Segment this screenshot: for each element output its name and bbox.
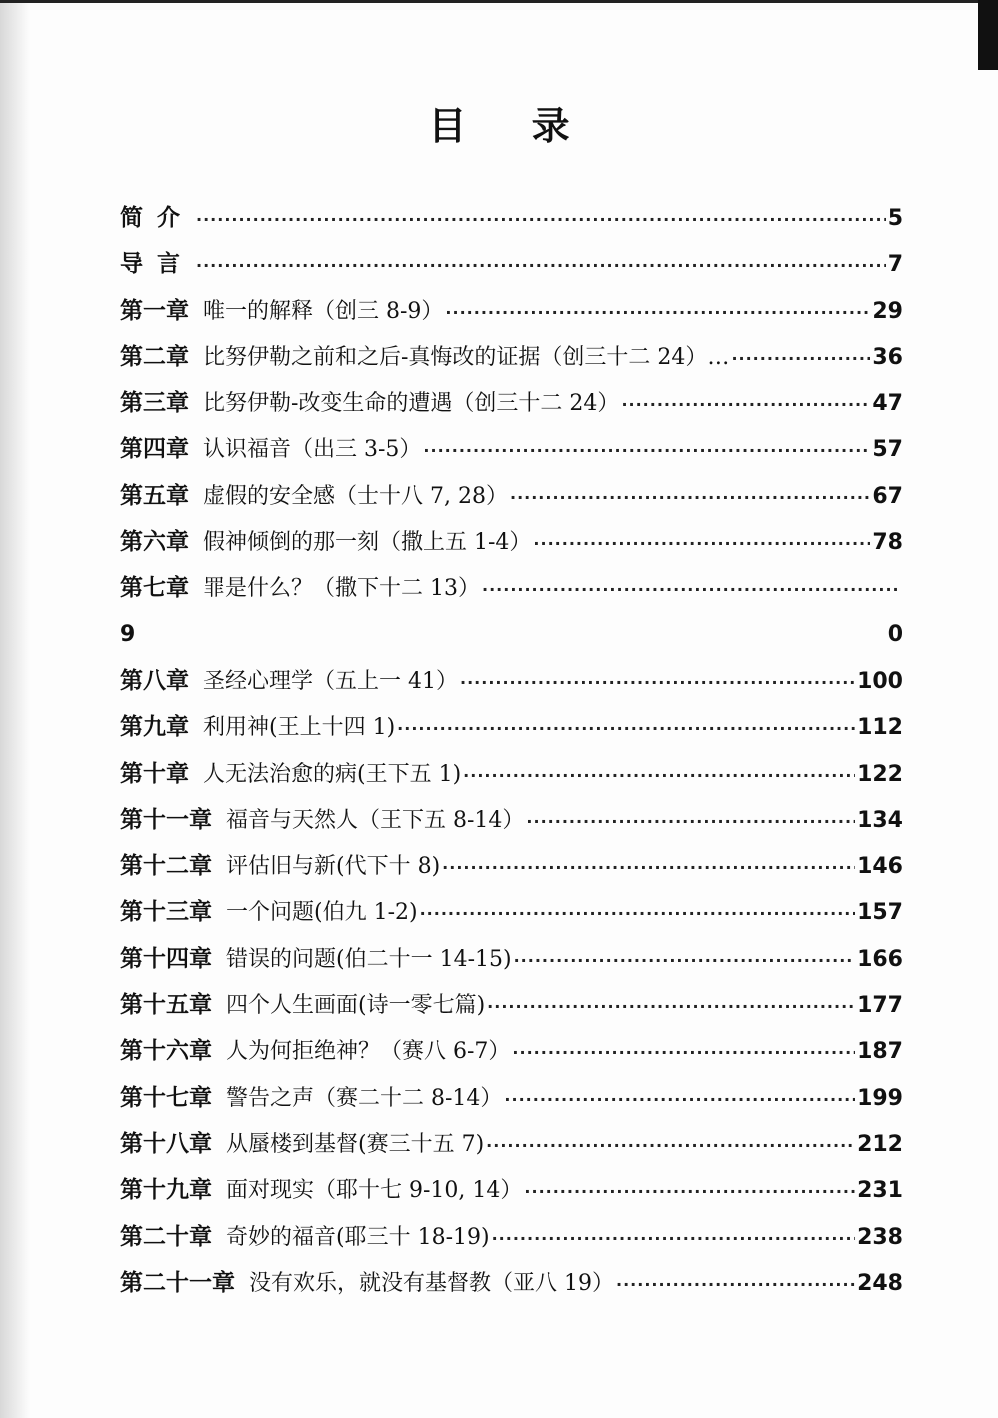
toc-entry (120, 751, 903, 797)
toc-entry (120, 1167, 903, 1213)
leader-dots (460, 660, 855, 706)
chapter-title: 认识福音（出三 3-5） (203, 437, 422, 463)
chapter-number: 第二章 (120, 343, 189, 370)
page-number: 5 (887, 206, 903, 231)
leader-dots (420, 891, 855, 937)
chapter-title: 从蜃楼到基督(赛三十五 7) (226, 1131, 485, 1157)
chapter-number: 第十六章 (120, 1038, 212, 1065)
page-number: 157 (857, 900, 903, 926)
chapter-number: 第九章 (120, 714, 189, 741)
toc-entry (120, 889, 903, 935)
page-number: 67 (872, 483, 903, 509)
split-page-right: 0 (887, 621, 903, 647)
page-number: 177 (857, 993, 903, 1019)
chapter-title: 利用神(王上十四 1) (203, 715, 396, 741)
leader-dots (731, 336, 870, 382)
page-number: 36 (872, 344, 903, 370)
leader-dots (397, 706, 855, 752)
split-page-number (120, 612, 903, 658)
leader-dots (504, 1077, 855, 1123)
chapter-number: 第十九章 (120, 1177, 212, 1204)
chapter-title: 四个人生画面(诗一零七篇) (226, 993, 486, 1019)
page-number: 212 (857, 1131, 903, 1157)
toc-entry (120, 797, 903, 843)
entry-label: 简介 (120, 205, 194, 231)
page-number: 78 (872, 530, 903, 556)
chapter-number: 第十一章 (120, 806, 212, 833)
chapter-number: 第六章 (120, 529, 189, 556)
toc-entry (120, 936, 903, 982)
chapter-title: 唯一的解释（创三 8-9） (203, 298, 444, 324)
leader-dots (196, 243, 886, 289)
chapter-number: 第一章 (120, 297, 189, 324)
leader-dots (445, 290, 870, 336)
leader-dots (510, 475, 870, 521)
chapter-number: 第十二章 (120, 853, 212, 880)
scan-edge-line (0, 0, 998, 3)
page-number: 134 (857, 807, 903, 833)
page-number: 166 (857, 946, 903, 972)
toc-entry (120, 1260, 903, 1306)
chapter-title: 奇妙的福音(耶三十 18-19) (226, 1224, 490, 1250)
chapter-title: 比努伊勒之前和之后-真悔改的证据（创三十二 24）… (203, 344, 730, 370)
leader-dots (196, 197, 886, 243)
toc-entry (120, 1075, 903, 1121)
page-number: 29 (872, 298, 903, 324)
toc-entry (120, 843, 903, 889)
chapter-title: 虚假的安全感（士十八 7, 28） (203, 483, 508, 509)
toc-entry (120, 426, 903, 472)
toc-entry (120, 1121, 903, 1167)
toc-entry-preface (120, 241, 903, 287)
leader-dots (621, 382, 870, 428)
chapter-number: 第十四章 (120, 945, 212, 972)
leader-dots (512, 1030, 855, 1076)
leader-dots (463, 753, 855, 799)
page-number: 57 (872, 437, 903, 463)
chapter-title: 警告之声（赛二十二 8-14） (226, 1085, 503, 1111)
chapter-title: 错误的问题(伯二十一 14-15) (226, 946, 512, 972)
page-number: 187 (857, 1039, 903, 1065)
page-number: 47 (872, 391, 903, 417)
page-number: 199 (857, 1085, 903, 1111)
chapter-number: 第十七章 (120, 1084, 212, 1111)
toc-entry (120, 380, 903, 426)
toc-entry (120, 288, 903, 334)
leader-dots (482, 567, 901, 613)
scan-shadow (0, 0, 30, 1418)
leader-dots (524, 1169, 855, 1215)
table-of-contents (120, 195, 903, 1306)
page-number: 122 (857, 761, 903, 787)
page-number: 231 (857, 1178, 903, 1204)
toc-entry (120, 473, 903, 519)
chapter-number: 第十五章 (120, 992, 212, 1019)
chapter-title: 一个问题(伯九 1-2) (226, 900, 418, 926)
page-number: 100 (857, 668, 903, 694)
page-number: 146 (857, 854, 903, 880)
chapter-number: 第二十章 (120, 1223, 212, 1250)
toc-entry (120, 334, 903, 380)
page-number: 248 (857, 1270, 903, 1296)
toc-entry (120, 658, 903, 704)
leader-dots (533, 521, 870, 567)
leader-dots (487, 984, 855, 1030)
leader-dots (616, 1262, 855, 1308)
chapter-number: 第八章 (120, 667, 189, 694)
page-number: 112 (857, 715, 903, 741)
toc-entry (120, 982, 903, 1028)
chapter-title: 圣经心理学（五上一 41） (203, 668, 458, 694)
chapter-number: 第四章 (120, 436, 189, 463)
split-page-left: 9 (120, 621, 136, 647)
entry-label: 导言 (120, 251, 194, 278)
leader-dots (526, 799, 855, 845)
chapter-number: 第十三章 (120, 899, 212, 926)
chapter-title: 假神倾倒的那一刻（撒上五 1-4） (203, 530, 532, 556)
chapter-title: 罪是什么？（撒下十二 13） (203, 576, 480, 602)
leader-dots (492, 1216, 855, 1262)
toc-entry (120, 519, 903, 565)
chapter-number: 第七章 (120, 575, 189, 602)
chapter-title: 人无法治愈的病(王下五 1) (203, 761, 462, 787)
toc-entry (120, 565, 903, 611)
chapter-number: 第三章 (120, 390, 189, 417)
chapter-number: 第十八章 (120, 1130, 212, 1157)
toc-entry (120, 1214, 903, 1260)
scan-edge-mark (978, 0, 998, 70)
leader-dots (442, 845, 855, 891)
toc-entry (120, 1028, 903, 1074)
chapter-title: 没有欢乐，就没有基督教（亚八 19） (249, 1270, 614, 1296)
page-title: 目 录 (428, 104, 596, 148)
chapter-number: 第五章 (120, 482, 189, 509)
leader-dots (486, 1123, 855, 1169)
toc-entry-intro (120, 195, 903, 241)
chapter-title: 评估旧与新(代下十 8) (226, 854, 441, 880)
chapter-title: 福音与天然人（王下五 8-14） (226, 807, 525, 833)
chapter-title: 比努伊勒-改变生命的遭遇（创三十二 24） (203, 391, 620, 417)
chapter-number: 第二十一章 (120, 1269, 235, 1296)
toc-entry (120, 704, 903, 750)
page-number: 7 (887, 252, 903, 278)
page-number: 238 (857, 1224, 903, 1250)
chapter-number: 第十章 (120, 760, 189, 787)
chapter-title: 人为何拒绝神？（赛八 6-7） (226, 1039, 511, 1065)
leader-dots (423, 428, 870, 474)
chapter-title: 面对现实（耶十七 9-10, 14） (226, 1178, 523, 1204)
leader-dots (514, 938, 855, 984)
